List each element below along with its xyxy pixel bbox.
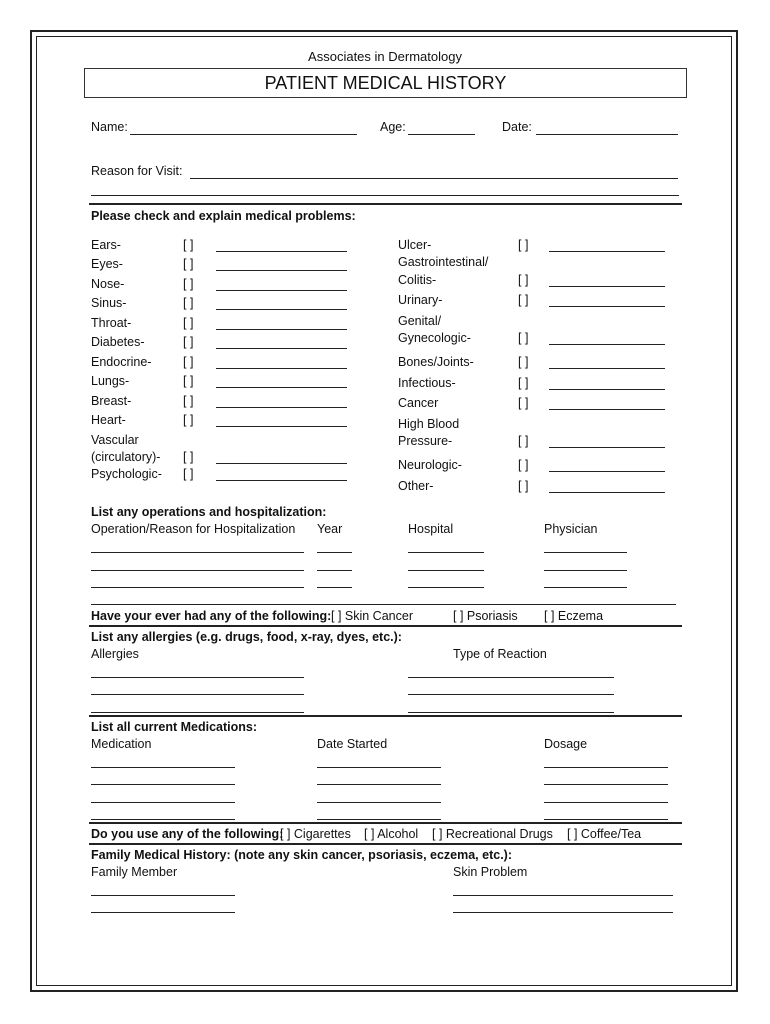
- checkbox-infectious[interactable]: [ ]: [518, 376, 529, 390]
- explain-field-vascular[interactable]: [216, 463, 347, 464]
- explain-field-ears[interactable]: [216, 251, 347, 252]
- problem-label: Cancer: [398, 396, 439, 410]
- problem-label: Ears-: [91, 238, 121, 252]
- medication-field[interactable]: [91, 784, 235, 785]
- explain-field-breast[interactable]: [216, 407, 347, 408]
- problem-label: Pressure-: [398, 434, 453, 448]
- operation-reason-field[interactable]: [91, 552, 304, 553]
- operation-physician-field[interactable]: [544, 587, 627, 588]
- explain-field-gastrointestinal[interactable]: [549, 286, 665, 287]
- medications-heading: List all current Medications:: [91, 720, 258, 734]
- problem-label: Breast-: [91, 394, 132, 408]
- checkbox-ulcer[interactable]: [ ]: [518, 238, 529, 252]
- problem-label: Nose-: [91, 277, 125, 291]
- operation-reason-field[interactable]: [91, 570, 304, 571]
- checkbox-cigarettes[interactable]: [ ] Cigarettes: [280, 827, 351, 841]
- checkbox-eyes[interactable]: [ ]: [183, 257, 194, 271]
- checkbox-gastrointestinal[interactable]: [ ]: [518, 273, 529, 287]
- col-header-allergies: Allergies: [91, 647, 139, 661]
- explain-field-nose[interactable]: [216, 290, 347, 291]
- family-member-field[interactable]: [91, 912, 235, 913]
- checkbox-breast[interactable]: [ ]: [183, 394, 194, 408]
- explain-field-cancer[interactable]: [549, 409, 665, 410]
- problem-label: (circulatory)-: [91, 450, 161, 464]
- date-label: Date:: [502, 120, 532, 134]
- explain-field-neurologic[interactable]: [549, 471, 665, 472]
- medication-field[interactable]: [91, 767, 235, 768]
- explain-field-eyes[interactable]: [216, 270, 347, 271]
- explain-field-bones-joints[interactable]: [549, 368, 665, 369]
- explain-field-gynecologic[interactable]: [549, 344, 665, 345]
- family-member-field[interactable]: [91, 895, 235, 896]
- checkbox-psychologic[interactable]: [ ]: [183, 467, 194, 481]
- reason-field-2[interactable]: [91, 195, 679, 196]
- operation-physician-field[interactable]: [544, 570, 627, 571]
- section-divider: [89, 203, 682, 205]
- checkbox-gynecologic[interactable]: [ ]: [518, 331, 529, 345]
- explain-field-endocrine[interactable]: [216, 368, 347, 369]
- dosage-field[interactable]: [544, 819, 668, 820]
- problem-label: Colitis-: [398, 273, 437, 287]
- col-header-year: Year: [317, 522, 343, 536]
- col-header-dosage: Dosage: [544, 737, 588, 751]
- operation-reason-field[interactable]: [91, 587, 304, 588]
- problem-label: Lungs-: [91, 374, 130, 388]
- col-header-reason: Operation/Reason for Hospitalization: [91, 522, 296, 536]
- col-header-physician: Physician: [544, 522, 598, 536]
- section-divider: [89, 625, 682, 627]
- problem-label: Diabetes-: [91, 335, 145, 349]
- explain-field-ulcer[interactable]: [549, 251, 665, 252]
- checkbox-lungs[interactable]: [ ]: [183, 374, 194, 388]
- explain-field-other[interactable]: [549, 492, 665, 493]
- date-started-field[interactable]: [317, 819, 441, 820]
- problem-label: Sinus-: [91, 296, 127, 310]
- problem-label: Infectious-: [398, 376, 456, 390]
- allergies-heading: List any allergies (e.g. drugs, food, x-ray, dyes, etc.):: [91, 630, 402, 644]
- problem-label: Genital/: [398, 314, 442, 328]
- explain-field-urinary[interactable]: [549, 306, 665, 307]
- reason-label: Reason for Visit:: [91, 164, 183, 178]
- problem-label: Gastrointestinal/: [398, 255, 489, 269]
- explain-field-psychologic[interactable]: [216, 480, 347, 481]
- operations-heading: List any operations and hospitalization:: [91, 505, 327, 519]
- date-started-field[interactable]: [317, 784, 441, 785]
- checkbox-eczema[interactable]: [ ] Eczema: [544, 609, 604, 623]
- explain-field-infectious[interactable]: [549, 389, 665, 390]
- problems-heading: Please check and explain medical problems:: [91, 209, 356, 223]
- explain-field-throat[interactable]: [216, 329, 347, 330]
- checkbox-heart[interactable]: [ ]: [183, 413, 194, 427]
- section-divider: [89, 715, 682, 717]
- page-title: PATIENT MEDICAL HISTORY: [84, 68, 687, 98]
- checkbox-sinus[interactable]: [ ]: [183, 296, 194, 310]
- problem-label: Other-: [398, 479, 434, 493]
- date-started-field[interactable]: [317, 767, 441, 768]
- checkbox-cancer[interactable]: [ ]: [518, 396, 529, 410]
- dosage-field[interactable]: [544, 767, 668, 768]
- checkbox-ears[interactable]: [ ]: [183, 238, 194, 252]
- skin-problem-field[interactable]: [453, 895, 673, 896]
- family-heading: Family Medical History: (note any skin cancer, psoriasis, eczema, etc.):: [91, 848, 512, 862]
- checkbox-diabetes[interactable]: [ ]: [183, 335, 194, 349]
- allergy-field[interactable]: [91, 677, 304, 678]
- section-divider: [89, 843, 682, 845]
- col-header-date-started: Date Started: [317, 737, 388, 751]
- checkbox-alcohol[interactable]: [ ] Alcohol: [364, 827, 419, 841]
- name-field[interactable]: [130, 134, 357, 135]
- allergy-field[interactable]: [91, 712, 304, 713]
- problem-label: Heart-: [91, 413, 126, 427]
- problem-label: Ulcer-: [398, 238, 432, 252]
- problem-label: Throat-: [91, 316, 132, 330]
- explain-field-lungs[interactable]: [216, 387, 347, 388]
- col-header-hospital: Hospital: [408, 522, 454, 536]
- skin-problem-field[interactable]: [453, 912, 673, 913]
- explain-field-sinus[interactable]: [216, 309, 347, 310]
- checkbox-urinary[interactable]: [ ]: [518, 293, 529, 307]
- checkbox-bones-joints[interactable]: [ ]: [518, 355, 529, 369]
- section-divider: [89, 822, 682, 824]
- medication-field[interactable]: [91, 802, 235, 803]
- explain-field-blood-pressure[interactable]: [549, 447, 665, 448]
- allergy-field[interactable]: [91, 694, 304, 695]
- checkbox-blood-pressure[interactable]: [ ]: [518, 434, 529, 448]
- col-header-family-member: Family Member: [91, 865, 178, 879]
- checkbox-recreational-drugs[interactable]: [ ] Recreational Drugs: [432, 827, 553, 841]
- medication-field[interactable]: [91, 819, 235, 820]
- operation-hospital-field[interactable]: [408, 587, 484, 588]
- problem-label: Gynecologic-: [398, 331, 471, 345]
- problem-label: Eyes-: [91, 257, 123, 271]
- dosage-field[interactable]: [544, 784, 668, 785]
- date-started-field[interactable]: [317, 802, 441, 803]
- problem-label: Vascular: [91, 433, 139, 447]
- dosage-field[interactable]: [544, 802, 668, 803]
- checkbox-neurologic[interactable]: [ ]: [518, 458, 529, 472]
- checkbox-nose[interactable]: [ ]: [183, 277, 194, 291]
- operation-hospital-field[interactable]: [408, 570, 484, 571]
- checkbox-throat[interactable]: [ ]: [183, 316, 194, 330]
- checkbox-endocrine[interactable]: [ ]: [183, 355, 194, 369]
- section-divider: [91, 604, 676, 605]
- operation-physician-field[interactable]: [544, 552, 627, 553]
- reason-field[interactable]: [190, 178, 678, 179]
- problem-label: Psychologic-: [91, 467, 162, 481]
- checkbox-psoriasis[interactable]: [ ] Psoriasis: [453, 609, 518, 623]
- problem-label: Neurologic-: [398, 458, 462, 472]
- habits-label: Do you use any of the following:: [91, 827, 284, 841]
- col-header-reaction: Type of Reaction: [453, 647, 547, 661]
- age-field[interactable]: [408, 134, 475, 135]
- checkbox-other[interactable]: [ ]: [518, 479, 529, 493]
- checkbox-vascular[interactable]: [ ]: [183, 450, 194, 464]
- checkbox-coffee-tea[interactable]: [ ] Coffee/Tea: [567, 827, 642, 841]
- problem-label: High Blood: [398, 417, 460, 431]
- explain-field-diabetes[interactable]: [216, 348, 347, 349]
- operation-hospital-field[interactable]: [408, 552, 484, 553]
- date-field[interactable]: [536, 134, 678, 135]
- checkbox-skin-cancer[interactable]: [ ] Skin Cancer: [331, 609, 413, 623]
- reaction-field[interactable]: [408, 694, 614, 695]
- problem-label: Urinary-: [398, 293, 443, 307]
- operation-year-field[interactable]: [317, 570, 352, 571]
- col-header-skin-problem: Skin Problem: [453, 865, 528, 879]
- problem-label: Endocrine-: [91, 355, 152, 369]
- reaction-field[interactable]: [408, 677, 614, 678]
- org-name: Associates in Dermatology: [308, 49, 462, 64]
- operation-year-field[interactable]: [317, 587, 352, 588]
- operation-year-field[interactable]: [317, 552, 352, 553]
- reaction-field[interactable]: [408, 712, 614, 713]
- problem-label: Bones/Joints-: [398, 355, 474, 369]
- conditions-label: Have your ever had any of the following:: [91, 609, 332, 623]
- explain-field-heart[interactable]: [216, 426, 347, 427]
- name-label: Name:: [91, 120, 128, 134]
- col-header-medication: Medication: [91, 737, 152, 751]
- age-label: Age:: [380, 120, 406, 134]
